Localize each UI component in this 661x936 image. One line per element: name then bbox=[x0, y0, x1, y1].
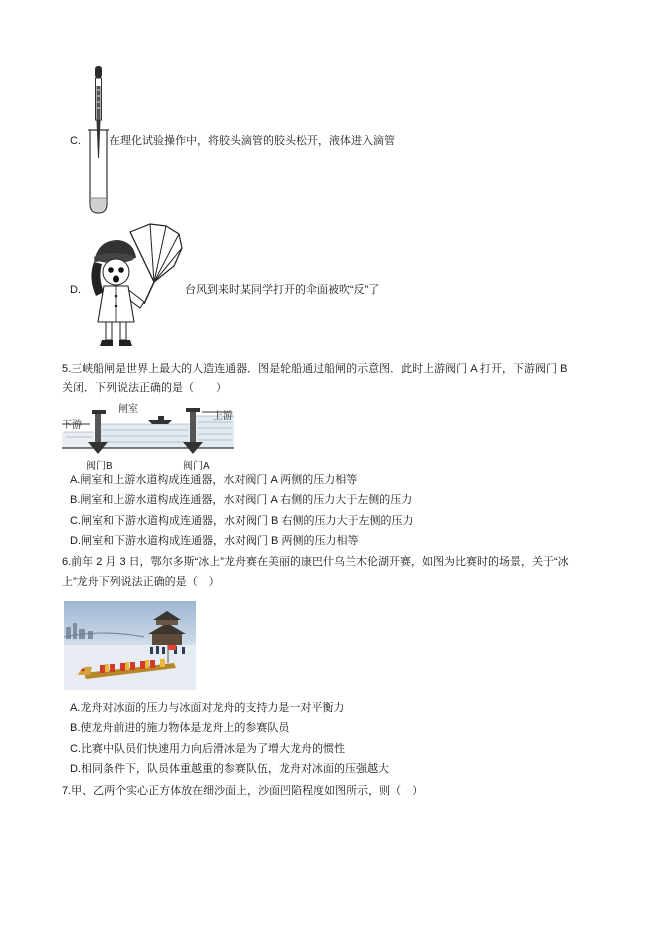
q5-stem-line2: 关闭．下列说法正确的是（ ） bbox=[62, 382, 227, 394]
q5-stem-line1: 5.三峡船闸是世界上最大的人造连通器．图是轮船通过船闸的示意图．此时上游阀门 A 打开，下游阀门 B bbox=[62, 363, 568, 375]
q6-option-d: D.相同条件下，队员体重越重的参赛队伍，龙舟对冰面的压强越大 bbox=[70, 763, 389, 775]
dragon-boat-photo bbox=[64, 601, 196, 690]
q6-option-a: A.龙舟对冰面的压力与冰面对龙舟的支持力是一对平衡力 bbox=[70, 702, 345, 714]
q6-stem-line2: 上”龙舟下列说法正确的是（ ） bbox=[62, 576, 220, 588]
q6-option-c: C.比赛中队员们快速用力向后滑冰是为了增大龙舟的惯性 bbox=[70, 743, 345, 755]
umbrella-girl-figure bbox=[84, 222, 188, 352]
q5-option-d: D.闸室和下游水道构成连通器，水对阀门 B 两侧的压力相等 bbox=[70, 535, 359, 547]
q6-option-b: B.使龙舟前进的施力物体是龙舟上的参赛队员 bbox=[70, 722, 290, 734]
option-d-text: 台风到来时某同学打开的伞面被吹“反”了 bbox=[185, 284, 380, 296]
q7-stem: 7.甲、乙两个实心正方体放在细沙面上，沙面凹陷程度如图所示，则（ ） bbox=[62, 785, 424, 797]
q6-stem-line1: 6.前年 2 月 3 日，鄂尔多斯“冰上”龙舟赛在美丽的康巴什乌兰木伦湖开赛，如图为比赛时的场景，关于“冰 bbox=[62, 556, 569, 568]
valve-a-label: 阀门A bbox=[183, 461, 210, 472]
option-c-text: 在理化试验操作中，将胶头滴管的胶头松开，液体进入滴管 bbox=[109, 135, 395, 147]
option-c-letter: C. bbox=[70, 135, 81, 147]
valve-b-label: 阀门B bbox=[86, 461, 113, 472]
lock-chamber-label: 闸室 bbox=[118, 404, 138, 415]
q5-option-a: A.闸室和上游水道构成连通器，水对阀门 A 两侧的压力相等 bbox=[70, 474, 358, 486]
q5-option-b: B.闸室和上游水道构成连通器，水对阀门 A 右侧的压力大于左侧的压力 bbox=[70, 494, 413, 506]
downstream-label: 下游 bbox=[62, 420, 82, 431]
option-d-letter: D. bbox=[70, 284, 81, 296]
upstream-label: 上游 bbox=[213, 411, 233, 422]
q5-option-c: C.闸室和下游水道构成连通器，水对阀门 B 右侧的压力大于左侧的压力 bbox=[70, 515, 414, 527]
